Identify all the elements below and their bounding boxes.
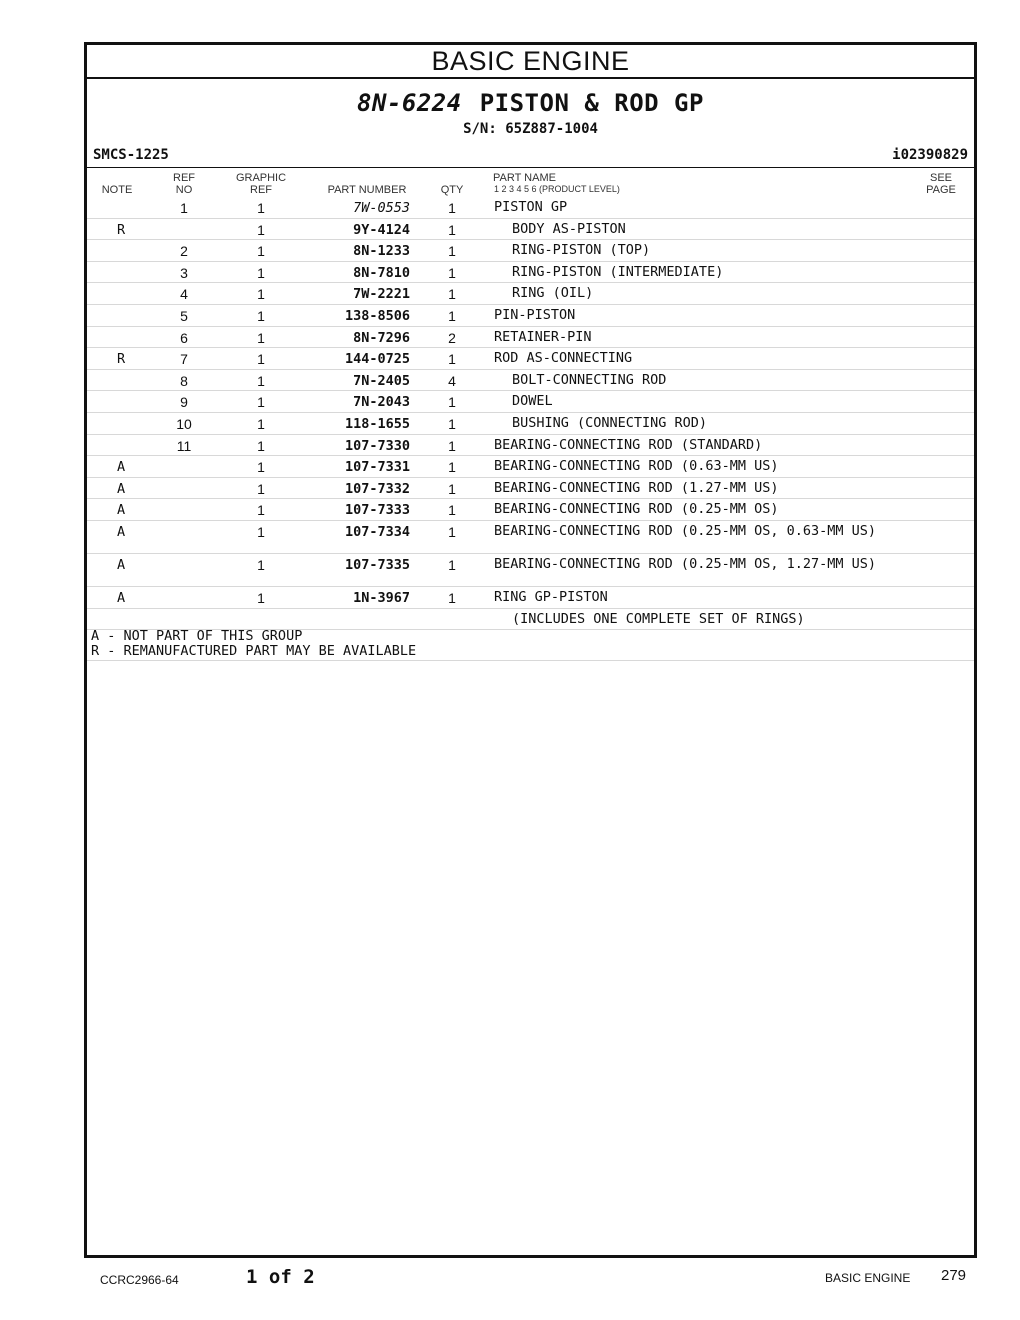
document-id: i02390829: [892, 147, 968, 163]
graphic-ref-cell: 1: [257, 372, 265, 389]
part-number-cell: 9Y-4124: [353, 221, 410, 238]
qty-cell: 1: [448, 351, 456, 368]
part-name-cell: RING GP-PISTON: [494, 588, 608, 605]
part-number-cell: 107-7330: [344, 437, 410, 454]
graphic-ref-cell: 1: [257, 394, 265, 411]
col-see-page-line1: SEE: [929, 172, 952, 184]
table-row: [87, 499, 974, 521]
col-graphic-ref-line2: REF: [250, 184, 272, 196]
table-row: [87, 240, 974, 262]
col-graphic-ref: [229, 172, 293, 196]
parts-page-frame: [84, 42, 977, 1258]
part-number-cell: 107-7331: [344, 459, 410, 476]
part-number-cell: 7W-2221: [353, 286, 410, 303]
group-name: PISTON & ROD GP: [479, 89, 704, 117]
part-name-cell: (INCLUDES ONE COMPLETE SET OF RINGS): [512, 610, 805, 627]
part-number-cell: 7W-0553: [353, 200, 410, 216]
part-number-cell: 8N-7296: [353, 329, 410, 346]
section-title: BASIC ENGINE: [87, 45, 974, 79]
note-cell: R: [117, 221, 126, 238]
part-name-cell: RING (OIL): [512, 285, 594, 302]
col-part-name: PART NAME: [493, 172, 556, 184]
table-row: [87, 456, 974, 478]
part-name-cell: DOWEL: [512, 393, 553, 410]
qty-cell: 1: [448, 415, 456, 432]
table-row: [87, 283, 974, 305]
table-row: [87, 197, 974, 219]
ref-no-cell: 5: [180, 307, 188, 324]
table-row: [87, 554, 974, 587]
smcs-row: [93, 147, 968, 163]
parts-table: [87, 197, 974, 630]
qty-cell: 1: [448, 589, 456, 606]
part-number-cell: 8N-7810: [353, 264, 410, 281]
graphic-ref-cell: 1: [257, 556, 265, 573]
table-row: [87, 219, 974, 241]
ref-no-cell: 8: [180, 372, 188, 389]
qty-cell: 1: [448, 286, 456, 303]
note-cell: A: [117, 523, 126, 540]
part-name-cell: PIN-PISTON: [494, 306, 576, 323]
qty-cell: 1: [448, 394, 456, 411]
part-name-cell: RING-PISTON (TOP): [512, 242, 651, 259]
part-number-cell: 107-7335: [344, 556, 410, 573]
qty-cell: 1: [448, 307, 456, 324]
graphic-ref-cell: 1: [257, 243, 265, 260]
qty-cell: 1: [448, 200, 456, 216]
footer-page-number: 279: [941, 1267, 967, 1284]
graphic-ref-cell: 1: [257, 480, 265, 497]
col-qty: QTY: [440, 184, 464, 196]
footer-page-of: 1 of 2: [246, 1266, 315, 1288]
note-cell: A: [117, 502, 126, 519]
part-name-cell: PISTON GP: [494, 199, 568, 215]
part-number-cell: 7N-2043: [353, 394, 410, 411]
smcs-code: SMCS-1225: [93, 147, 169, 163]
part-name-cell: BEARING-CONNECTING ROD (0.25-MM OS): [494, 501, 779, 518]
qty-cell: 1: [448, 502, 456, 519]
col-graphic-ref-line1: GRAPHIC: [235, 172, 287, 184]
col-see-page-line2: PAGE: [926, 184, 956, 196]
part-number-cell: 107-7334: [344, 523, 410, 540]
part-number-cell: 7N-2405: [353, 372, 410, 389]
ref-no-cell: 3: [180, 264, 188, 281]
qty-cell: 1: [448, 264, 456, 281]
table-row: [87, 305, 974, 327]
qty-cell: 1: [448, 480, 456, 497]
part-name-cell: RING-PISTON (INTERMEDIATE): [512, 263, 724, 280]
footer-doc-code: CCRC2966-64: [100, 1273, 179, 1287]
qty-cell: 1: [448, 437, 456, 454]
legend-divider: [87, 660, 974, 661]
col-ref-no: [161, 172, 207, 196]
part-number-cell: 1N-3967: [353, 589, 410, 606]
note-cell: R: [117, 351, 126, 368]
qty-cell: 2: [448, 329, 456, 346]
table-row: [87, 478, 974, 500]
note-cell: A: [117, 459, 126, 476]
part-name-cell: RETAINER-PIN: [494, 328, 592, 345]
table-row: [87, 521, 974, 554]
col-see-page: [919, 172, 963, 196]
graphic-ref-cell: 1: [257, 221, 265, 238]
graphic-ref-cell: 1: [257, 307, 265, 324]
graphic-ref-cell: 1: [257, 523, 265, 540]
serial-number: S/N: 65Z887-1004: [463, 121, 598, 137]
part-name-cell: BEARING-CONNECTING ROD (0.63-MM US): [494, 458, 779, 475]
graphic-ref-cell: 1: [257, 437, 265, 454]
part-name-cell: BOLT-CONNECTING ROD: [512, 371, 667, 388]
col-part-number: PART NUMBER: [327, 184, 407, 196]
ref-no-cell: 6: [180, 329, 188, 346]
table-row: [87, 391, 974, 413]
table-row: [87, 609, 974, 631]
part-name-cell: BEARING-CONNECTING ROD (0.25-MM OS, 1.27-MM US): [494, 555, 877, 572]
table-row: [87, 262, 974, 284]
qty-cell: 4: [448, 372, 456, 389]
col-ref-no-line1: REF: [173, 172, 195, 184]
part-number-cell: 107-7333: [344, 502, 410, 519]
note-cell: A: [117, 589, 126, 606]
col-ref-no-line2: NO: [175, 184, 193, 196]
part-number-cell: 118-1655: [344, 415, 410, 432]
table-row: [87, 413, 974, 435]
ref-no-cell: 1: [180, 200, 188, 216]
graphic-ref-cell: 1: [257, 329, 265, 346]
part-number-cell: 107-7332: [344, 480, 410, 497]
qty-cell: 1: [448, 459, 456, 476]
group-part-number: 8N-6224: [357, 89, 462, 117]
ref-no-cell: 9: [180, 394, 188, 411]
qty-cell: 1: [448, 243, 456, 260]
graphic-ref-cell: 1: [257, 589, 265, 606]
note-cell: A: [117, 480, 126, 497]
graphic-ref-cell: 1: [257, 264, 265, 281]
note-cell: A: [117, 556, 126, 573]
footer-section: BASIC ENGINE: [825, 1271, 911, 1285]
part-name-cell: BEARING-CONNECTING ROD (0.25-MM OS, 0.63-MM US): [494, 522, 877, 539]
table-row: [87, 327, 974, 349]
qty-cell: 1: [448, 221, 456, 238]
part-number-cell: 144-0725: [344, 351, 410, 368]
part-name-cell: ROD AS-CONNECTING: [494, 350, 633, 367]
qty-cell: 1: [448, 556, 456, 573]
graphic-ref-cell: 1: [257, 502, 265, 519]
legend-a: A - NOT PART OF THIS GROUP: [91, 628, 303, 644]
part-name-cell: BEARING-CONNECTING ROD (STANDARD): [494, 436, 763, 453]
header-divider: [87, 167, 974, 168]
table-row: [87, 348, 974, 370]
graphic-ref-cell: 1: [257, 415, 265, 432]
part-name-cell: BODY AS-PISTON: [512, 220, 626, 237]
graphic-ref-cell: 1: [257, 459, 265, 476]
legend-r: R - REMANUFACTURED PART MAY BE AVAILABLE: [91, 643, 417, 659]
part-number-cell: 8N-1233: [353, 243, 410, 260]
col-note: NOTE: [101, 184, 133, 196]
table-row: [87, 370, 974, 392]
table-row: [87, 587, 974, 609]
ref-no-cell: 7: [180, 351, 188, 368]
group-title: [87, 89, 974, 117]
ref-no-cell: 11: [176, 437, 192, 454]
ref-no-cell: 2: [180, 243, 188, 260]
part-name-cell: BUSHING (CONNECTING ROD): [512, 414, 708, 431]
graphic-ref-cell: 1: [257, 351, 265, 368]
notes-legend: [91, 629, 416, 659]
ref-no-cell: 10: [176, 415, 192, 432]
part-name-cell: BEARING-CONNECTING ROD (1.27-MM US): [494, 479, 779, 496]
graphic-ref-cell: 1: [257, 286, 265, 303]
table-row: [87, 435, 974, 457]
graphic-ref-cell: 1: [257, 200, 265, 216]
ref-no-cell: 4: [180, 286, 188, 303]
col-product-levels: 1 2 3 4 5 6 (PRODUCT LEVEL): [494, 184, 620, 194]
part-number-cell: 138-8506: [344, 307, 410, 324]
qty-cell: 1: [448, 523, 456, 540]
